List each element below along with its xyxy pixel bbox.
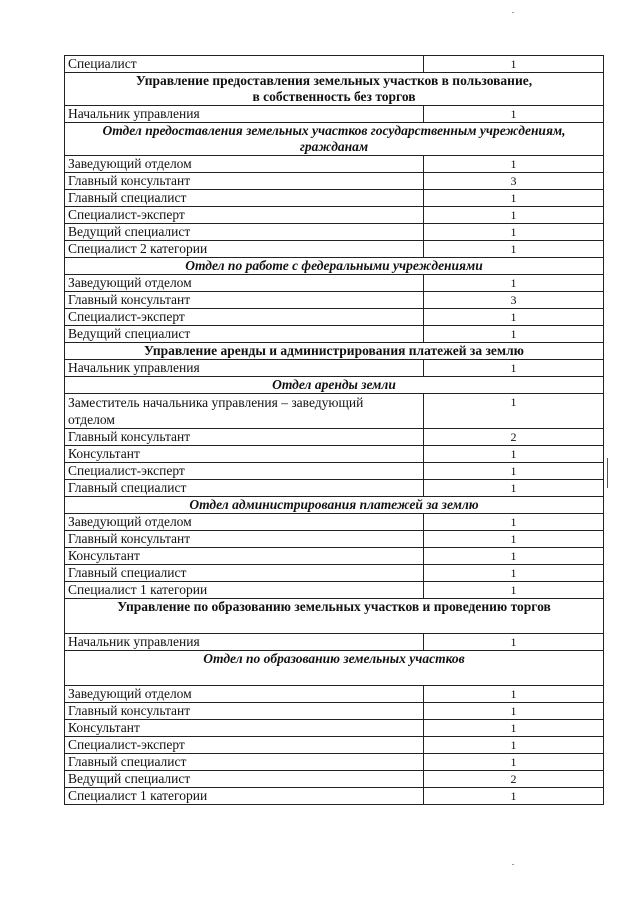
position-count: 1 <box>424 275 604 292</box>
position-count: 1 <box>424 720 604 737</box>
position-row <box>65 582 604 599</box>
position-count: 1 <box>424 737 604 754</box>
position-row <box>65 429 604 446</box>
position-name: Специалист 1 категории <box>65 582 424 599</box>
department-title: Отдел администрирования платежей за землю <box>65 497 604 514</box>
position-row <box>65 446 604 463</box>
department-title: Отдел аренды земли <box>65 377 604 394</box>
position-row <box>65 224 604 241</box>
position-count: 1 <box>424 514 604 531</box>
position-name: Ведущий специалист <box>65 771 424 788</box>
position-row <box>65 514 604 531</box>
position-row <box>65 737 604 754</box>
position-count: 1 <box>424 565 604 582</box>
position-row <box>65 292 604 309</box>
position-row <box>65 156 604 173</box>
position-name: Специалист-эксперт <box>65 737 424 754</box>
position-count: 3 <box>424 292 604 309</box>
position-count: 1 <box>424 686 604 703</box>
position-name: Заместитель начальника управления – заведующий отделом <box>65 394 424 429</box>
position-row <box>65 275 604 292</box>
position-name: Консультант <box>65 548 424 565</box>
position-count: 1 <box>424 207 604 224</box>
management-header-row <box>65 73 604 106</box>
department-header-row <box>65 497 604 514</box>
position-name: Главный консультант <box>65 703 424 720</box>
position-name: Специалист 2 категории <box>65 241 424 258</box>
position-count: 1 <box>424 703 604 720</box>
position-row <box>65 686 604 703</box>
margin-mark <box>607 458 608 488</box>
position-name: Начальник управления <box>65 106 424 123</box>
position-name: Заведующий отделом <box>65 275 424 292</box>
position-name: Ведущий специалист <box>65 224 424 241</box>
position-name: Главный специалист <box>65 480 424 497</box>
position-count: 1 <box>424 480 604 497</box>
position-count: 3 <box>424 173 604 190</box>
position-count: 1 <box>424 754 604 771</box>
position-count: 2 <box>424 771 604 788</box>
position-name: Специалист 1 категории <box>65 788 424 805</box>
position-row <box>65 480 604 497</box>
department-title: Отдел по работе с федеральными учреждениями <box>65 258 604 275</box>
position-row <box>65 241 604 258</box>
position-name: Заведующий отделом <box>65 514 424 531</box>
position-count: 1 <box>424 634 604 651</box>
scan-dot <box>512 12 514 13</box>
staff-table <box>64 55 604 805</box>
position-count: 1 <box>424 360 604 377</box>
position-count: 1 <box>424 463 604 480</box>
position-name: Специалист-эксперт <box>65 309 424 326</box>
position-count: 1 <box>424 156 604 173</box>
position-name: Специалист-эксперт <box>65 207 424 224</box>
department-header-row <box>65 123 604 156</box>
position-name: Главный специалист <box>65 565 424 582</box>
position-row <box>65 463 604 480</box>
position-row <box>65 309 604 326</box>
management-title: Управление аренды и администрирования платежей за землю <box>65 343 604 360</box>
position-name: Главный специалист <box>65 190 424 207</box>
position-count: 1 <box>424 106 604 123</box>
management-header-row <box>65 599 604 634</box>
position-row <box>65 326 604 343</box>
department-header-row <box>65 258 604 275</box>
position-row <box>65 565 604 582</box>
position-row <box>65 173 604 190</box>
position-count: 1 <box>424 531 604 548</box>
management-header-row <box>65 343 604 360</box>
position-count: 1 <box>424 788 604 805</box>
position-name: Специалист-эксперт <box>65 463 424 480</box>
position-row <box>65 703 604 720</box>
position-row <box>65 394 604 429</box>
position-name: Главный специалист <box>65 754 424 771</box>
position-name: Главный консультант <box>65 429 424 446</box>
position-name: Главный консультант <box>65 531 424 548</box>
position-name: Начальник управления <box>65 360 424 377</box>
position-row <box>65 207 604 224</box>
staff-table-body <box>65 56 604 805</box>
position-count: 1 <box>424 241 604 258</box>
position-name: Консультант <box>65 720 424 737</box>
position-count: 1 <box>424 326 604 343</box>
department-title: Отдел предоставления земельных участков государственным учреждениям, гражданам <box>65 123 604 156</box>
scan-dot <box>512 864 514 865</box>
department-header-row <box>65 651 604 686</box>
position-count: 2 <box>424 429 604 446</box>
department-title: Отдел по образованию земельных участков <box>65 651 604 686</box>
position-row <box>65 634 604 651</box>
position-name: Главный консультант <box>65 173 424 190</box>
position-row <box>65 771 604 788</box>
position-count: 1 <box>424 394 604 429</box>
position-row <box>65 548 604 565</box>
position-count: 1 <box>424 224 604 241</box>
management-title: Управление по образованию земельных участков и проведению торгов <box>65 599 604 634</box>
position-row <box>65 190 604 207</box>
position-row <box>65 360 604 377</box>
position-name: Главный консультант <box>65 292 424 309</box>
position-count: 1 <box>424 548 604 565</box>
position-name: Консультант <box>65 446 424 463</box>
position-row <box>65 720 604 737</box>
department-header-row <box>65 377 604 394</box>
position-row <box>65 754 604 771</box>
position-row <box>65 106 604 123</box>
position-name: Заведующий отделом <box>65 686 424 703</box>
position-row <box>65 788 604 805</box>
position-count: 1 <box>424 309 604 326</box>
position-count: 1 <box>424 446 604 463</box>
position-row <box>65 531 604 548</box>
position-name: Специалист <box>65 56 424 73</box>
position-name: Заведующий отделом <box>65 156 424 173</box>
position-count: 1 <box>424 582 604 599</box>
position-count: 1 <box>424 190 604 207</box>
position-count: 1 <box>424 56 604 73</box>
position-row <box>65 56 604 73</box>
position-name: Ведущий специалист <box>65 326 424 343</box>
position-name: Начальник управления <box>65 634 424 651</box>
management-title: Управление предоставления земельных участков в пользование, в собственность без торгов <box>65 73 604 106</box>
